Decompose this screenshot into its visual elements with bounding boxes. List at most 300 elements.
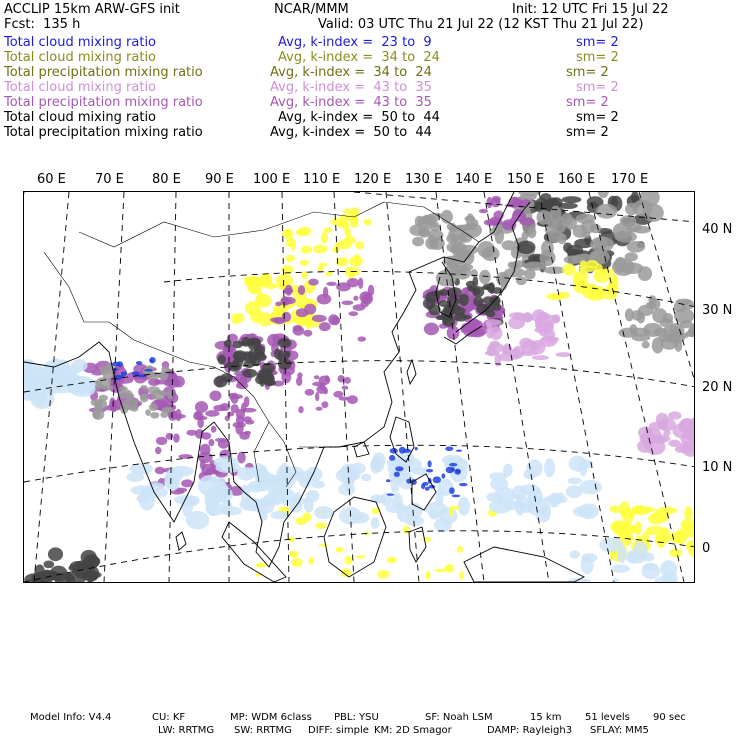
cloud-field-cell [438, 289, 449, 296]
cloud-field-cell [349, 256, 363, 266]
cloud-field-cell [575, 271, 589, 282]
cloud-field-cell [486, 325, 494, 338]
cloud-field-cell [326, 282, 337, 286]
footer-item: SW: RRTMG [234, 725, 292, 736]
cloud-field-cell [147, 482, 164, 491]
cloud-field-cell [129, 393, 134, 399]
cloud-field-cell [255, 563, 267, 568]
cloud-field-cell [415, 216, 424, 227]
field-avg: Avg, k-index = 34 to 24 [270, 65, 432, 80]
lon-label: 140 E [455, 172, 493, 187]
cloud-field-cell [535, 316, 543, 330]
cloud-field-cell [450, 235, 467, 244]
cloud-field-cell [485, 319, 502, 326]
cloud-field-cell [252, 277, 264, 284]
cloud-field-cell [341, 568, 351, 577]
field-name: Total cloud mixing ratio [4, 35, 157, 50]
cloud-field-cell [234, 356, 243, 367]
cloud-field-cell [495, 228, 504, 245]
cloud-field-cell [403, 449, 411, 453]
cloud-field-cell [562, 263, 575, 275]
field-avg: Avg, k-index = 43 to 35 [270, 80, 432, 95]
cloud-field-cell [224, 340, 232, 348]
cloud-field-cell [446, 467, 454, 473]
field-name: Total cloud mixing ratio [4, 50, 157, 65]
cloud-field-cell [94, 403, 102, 413]
cloud-field-cell [236, 382, 248, 389]
field-avg: Avg, k-index = 34 to 24 [278, 50, 440, 65]
cloud-field-cell [349, 470, 361, 480]
cloud-field-cell [643, 553, 655, 562]
cloud-field-cell [313, 245, 328, 254]
cloud-field-cell [422, 537, 431, 542]
lon-label: 70 E [95, 172, 124, 187]
field-name: Total cloud mixing ratio [4, 80, 157, 95]
model-title: ACCLIP 15km ARW-GFS init [4, 2, 180, 17]
cloud-field-cell [36, 372, 50, 392]
lon-label: 100 E [253, 172, 291, 187]
cloud-field-cell [330, 218, 343, 225]
cloud-field-cell [335, 547, 343, 553]
cloud-field-cell [477, 241, 495, 258]
cloud-field-cell [492, 196, 501, 202]
cloud-field-cell [517, 241, 536, 254]
cloud-field-cell [353, 304, 366, 311]
cloud-field-cell [243, 360, 254, 368]
cloud-field-cell [358, 336, 367, 341]
cloud-field-cell [669, 531, 687, 543]
footer-item: SFLAY: MM5 [590, 725, 649, 736]
cloud-field-cell [372, 508, 380, 514]
cloud-field-cell [175, 409, 181, 421]
cloud-field-cell [500, 273, 508, 290]
cloud-field-cell [464, 216, 475, 221]
footer-item: 90 sec [653, 712, 686, 723]
cloud-field-cell [648, 513, 664, 524]
lat-label: 10 N [702, 460, 733, 475]
cloud-field-cell [241, 490, 251, 509]
cloud-field-cell [524, 262, 546, 271]
cloud-field-cell [283, 466, 303, 478]
cloud-field-cell [387, 493, 395, 495]
cloud-field-cell [232, 341, 243, 349]
cloud-field-cell [581, 220, 596, 234]
cloud-field-cell [316, 385, 327, 394]
cloud-field-cell [314, 375, 319, 379]
cloud-field-cell [544, 458, 555, 477]
cloud-field-cell [96, 377, 111, 388]
cloud-field-cell [318, 266, 323, 272]
lat-label: 20 N [702, 380, 733, 395]
cloud-field-cell [387, 557, 397, 564]
footer-item: 15 km [530, 712, 562, 723]
cloud-field-cell [364, 219, 372, 226]
cloud-field-cell [205, 410, 219, 417]
field-name: Total precipitation mixing ratio [4, 95, 203, 110]
cloud-field-cell [315, 392, 319, 401]
cloud-field-cell [169, 466, 194, 477]
cloud-field-cell [370, 494, 384, 503]
cloud-field-cell [594, 270, 610, 283]
cloud-field-cell [123, 398, 137, 410]
cloud-field-cell [213, 405, 226, 412]
cloud-field-cell [285, 285, 293, 296]
cloud-field-cell [141, 385, 148, 389]
cloud-field-cell [300, 260, 309, 266]
footer-item: LW: RRTMG [158, 725, 215, 736]
cloud-field-cell [377, 570, 389, 579]
lon-label: 90 E [205, 172, 234, 187]
cloud-field-cell [568, 477, 582, 484]
cloud-field-cell [149, 357, 155, 363]
cloud-field-cell [436, 316, 444, 320]
cloud-field-cell [347, 218, 358, 222]
cloud-field-cell [549, 493, 561, 508]
cloud-field-cell [359, 291, 372, 303]
cloud-field-cell [43, 561, 54, 569]
org-label: NCAR/MMM [274, 2, 349, 17]
cloud-field-cell [459, 294, 469, 306]
cloud-field-cell [512, 260, 526, 268]
field-sm: sm= 2 [566, 125, 609, 140]
cloud-field-cell [641, 563, 660, 579]
cloud-field-cell [210, 391, 222, 402]
cloud-field-cell [270, 317, 284, 323]
cloud-field-cell [312, 315, 327, 322]
cloud-field-cell [132, 371, 140, 375]
lon-label: 80 E [152, 172, 181, 187]
cloud-field-cell [73, 563, 91, 578]
cloud-field-cell [344, 377, 351, 384]
cloud-field-cell [282, 299, 292, 304]
cloud-field-cell [473, 286, 485, 297]
cloud-field-cell [581, 553, 597, 562]
cloud-field-cell [502, 240, 517, 250]
cloud-field-cell [117, 361, 123, 367]
init-time: Init: 12 UTC Fri 15 Jul 22 [512, 2, 669, 17]
cloud-field-cell [233, 422, 246, 428]
footer-item: SF: Noah LSM [425, 712, 493, 723]
cloud-field-cell [422, 482, 428, 486]
cloud-field-cell [255, 375, 265, 384]
cloud-field-cell [445, 447, 453, 452]
cloud-field-cell [248, 481, 263, 490]
cloud-field-cell [269, 475, 284, 484]
cloud-field-cell [243, 416, 252, 422]
cloud-field-cell [484, 219, 498, 226]
cloud-field-cell [395, 466, 403, 471]
cloud-field-cell [220, 373, 233, 382]
cloud-field-cell [274, 308, 284, 316]
cloud-field-cell [684, 506, 693, 521]
lon-label: 110 E [303, 172, 341, 187]
cloud-field-cell [338, 483, 355, 496]
cloud-field-cell [467, 320, 484, 332]
cloud-field-cell [596, 204, 618, 219]
field-sm: sm= 2 [576, 110, 619, 125]
cloud-field-cell [627, 241, 646, 253]
cloud-field-cell [646, 526, 665, 536]
cloud-field-cell [250, 309, 263, 323]
cloud-field-cell [255, 351, 265, 358]
cloud-field-cell [394, 472, 400, 477]
cloud-field-cell [562, 196, 582, 203]
cloud-field-cell [245, 467, 265, 477]
cloud-field-cell [552, 217, 566, 234]
lat-label: 30 N [702, 303, 733, 318]
cloud-field-cell [532, 355, 549, 360]
cloud-field-cell [295, 517, 307, 525]
cloud-field-cell [136, 495, 147, 503]
footer-item: DAMP: Rayleigh3 [487, 725, 573, 736]
cloud-field-cell [293, 325, 303, 332]
cloud-field-cell [435, 569, 446, 572]
cloud-field-cell [186, 430, 197, 436]
field-name: Total precipitation mixing ratio [4, 125, 203, 140]
footer-item: DIFF: simple [308, 725, 369, 736]
cloud-field-cell [459, 571, 464, 580]
cloud-field-cell [308, 279, 318, 286]
cloud-field-cell [219, 506, 242, 515]
cloud-field-cell [396, 451, 414, 467]
cloud-field-cell [355, 555, 366, 558]
cloud-field-cell [145, 409, 151, 416]
field-avg: Avg, k-index = 50 to 44 [278, 110, 440, 125]
footer-item: Model Info: V4.4 [30, 712, 112, 723]
cloud-field-cell [457, 546, 463, 553]
cloud-field-cell [71, 359, 87, 372]
cloud-field-cell [281, 370, 291, 383]
cloud-field-cell [315, 522, 326, 529]
cloud-field-cell [321, 401, 328, 408]
cloud-field-cell [611, 565, 630, 573]
cloud-field-cell [304, 497, 314, 513]
cloud-field-cell [186, 511, 209, 529]
cloud-field-cell [342, 301, 354, 306]
cloud-field-cell [289, 551, 299, 558]
cloud-field-cell [656, 413, 669, 427]
cloud-field-cell [308, 557, 314, 565]
cloud-field-cell [479, 270, 491, 285]
cloud-field-cell [390, 476, 399, 493]
cloud-field-cell [242, 369, 257, 378]
cloud-field-cell [632, 200, 653, 216]
cloud-field-cell [319, 376, 331, 386]
cloud-field-cell [442, 473, 446, 478]
footer-item: CU: KF [152, 712, 186, 723]
cloud-field-cell [248, 350, 255, 361]
cloud-field-cell [634, 521, 642, 535]
lon-label: 130 E [405, 172, 443, 187]
cloud-field-cell [628, 550, 638, 563]
cloud-field-cell [479, 209, 488, 213]
cloud-field-cell [271, 511, 289, 519]
footer-item: 51 levels [585, 712, 630, 723]
cloud-field-cell [471, 269, 478, 277]
footer-item: MP: WDM 6class [230, 712, 312, 723]
cloud-field-cell [331, 316, 340, 325]
field-sm: sm= 2 [576, 35, 619, 50]
cloud-field-cell [173, 433, 180, 442]
lon-label: 150 E [507, 172, 545, 187]
cloud-field-cell [198, 452, 213, 463]
cloud-field-cell [285, 351, 290, 357]
cloud-field-cell [625, 252, 638, 261]
cloud-field-cell [244, 431, 251, 435]
cloud-field-cell [274, 348, 281, 359]
lat-label: 40 N [702, 222, 733, 237]
cloud-field-cell [596, 286, 604, 297]
cloud-field-cell [451, 245, 463, 255]
cloud-field-cell [154, 380, 169, 385]
cloud-field-cell [201, 432, 211, 439]
cloud-field-cell [655, 535, 663, 545]
cloud-field-cell [491, 296, 501, 307]
cloud-field-cell [439, 300, 449, 307]
cloud-field-cell [218, 354, 226, 364]
cloud-field-cell [353, 296, 358, 301]
cloud-field-cell [296, 377, 302, 386]
cloud-field-cell [314, 506, 333, 519]
cloud-field-cell [323, 287, 328, 299]
cloud-field-cell [342, 386, 349, 390]
cloud-field-cell [155, 447, 161, 454]
cloud-field-cell [516, 276, 527, 285]
cloud-field-cell [674, 301, 686, 313]
lon-label: 120 E [354, 172, 392, 187]
cloud-field-cell [321, 232, 328, 243]
cloud-field-cell [312, 481, 325, 489]
footer-item: PBL: YSU [334, 712, 379, 723]
field-avg: Avg, k-index = 50 to 44 [270, 125, 432, 140]
cloud-field-cell [355, 241, 364, 249]
cloud-field-cell [144, 369, 152, 372]
cloud-field-cell [229, 393, 234, 400]
cloud-field-cell [296, 308, 309, 317]
field-avg: Avg, k-index = 43 to 35 [270, 95, 432, 110]
cloud-field-cell [339, 258, 347, 263]
cloud-field-cell [521, 313, 533, 322]
cloud-field-cell [638, 507, 656, 513]
lat-label: 0 [702, 541, 711, 556]
cloud-field-cell [426, 469, 433, 472]
cloud-field-cell [195, 416, 207, 420]
cloud-field-cell [433, 476, 441, 483]
cloud-field-cell [543, 315, 560, 324]
cloud-field-cell [305, 389, 315, 396]
cloud-field-cell [450, 265, 468, 275]
cloud-field-cell [424, 323, 439, 336]
forecast-map [23, 191, 695, 583]
field-name: Total precipitation mixing ratio [4, 65, 203, 80]
cloud-field-cell [211, 426, 217, 433]
cloud-field-cell [489, 282, 495, 294]
field-name: Total cloud mixing ratio [4, 110, 157, 125]
cloud-field-cell [236, 409, 245, 419]
cloud-field-cell [111, 399, 118, 410]
cloud-field-cell [195, 401, 208, 413]
cloud-field-cell [324, 227, 333, 233]
cloud-field-cell [301, 246, 313, 254]
cloud-field-cell [316, 407, 323, 411]
cloud-field-cell [630, 324, 638, 335]
cloud-field-cell [345, 556, 353, 565]
cloud-field-cell [304, 330, 313, 337]
cloud-field-cell [428, 230, 444, 241]
lon-label: 160 E [558, 172, 596, 187]
cloud-field-cell [428, 460, 432, 467]
cloud-field-cell [454, 469, 461, 475]
cloud-field-cell [514, 497, 535, 513]
cloud-field-cell [149, 403, 158, 411]
cloud-field-cell [444, 564, 454, 573]
cloud-field-cell [459, 483, 468, 486]
cloud-field-cell [140, 393, 149, 402]
cloud-field-cell [204, 489, 215, 510]
cloud-field-cell [268, 488, 288, 500]
cloud-field-cell [218, 481, 227, 496]
cloud-field-cell [99, 395, 108, 401]
cloud-field-cell [638, 266, 652, 281]
cloud-field-cell [156, 437, 167, 445]
cloud-field-cell [642, 341, 650, 349]
cloud-field-cell [648, 295, 656, 303]
cloud-field-cell [590, 237, 614, 253]
cloud-field-cell [298, 227, 311, 236]
forecast-hour: Fcst: 135 h [4, 17, 81, 32]
cloud-field-cell [449, 463, 457, 467]
cloud-field-cell [151, 390, 165, 400]
cloud-field-cell [319, 322, 331, 331]
field-sm: sm= 2 [566, 95, 609, 110]
cloud-field-cell [556, 352, 572, 357]
cloud-field-cell [412, 237, 424, 247]
cloud-field-cell [541, 240, 554, 256]
cloud-field-cell [489, 343, 504, 353]
cloud-field-cell [136, 361, 142, 365]
cloud-field-cell [371, 517, 380, 528]
cloud-field-cell [208, 439, 214, 446]
cloud-field-cell [489, 472, 507, 481]
cloud-field-cell [579, 480, 602, 495]
cloud-field-cell [536, 509, 551, 522]
map-canvas [24, 192, 694, 582]
cloud-field-cell [426, 571, 431, 580]
cloud-field-cell [486, 492, 503, 502]
cloud-field-cell [456, 450, 462, 452]
cloud-field-cell [389, 455, 395, 461]
cloud-field-cell [348, 311, 358, 316]
cloud-field-cell [48, 547, 63, 561]
cloud-field-cell [632, 334, 651, 341]
cloud-field-cell [215, 463, 241, 473]
cloud-field-cell [339, 397, 350, 401]
cloud-field-cell [449, 508, 453, 516]
cloud-field-cell [621, 509, 636, 518]
footer-item: KM: 2D Smagor [374, 725, 452, 736]
cloud-field-cell [386, 479, 391, 482]
cloud-field-cell [305, 467, 322, 482]
cloud-field-cell [661, 336, 678, 350]
cloud-field-cell [458, 497, 470, 516]
cloud-field-cell [632, 310, 644, 321]
cloud-field-cell [150, 412, 159, 419]
cloud-field-cell [449, 487, 455, 494]
field-sm: sm= 2 [576, 50, 619, 65]
cloud-field-cell [579, 503, 599, 519]
lon-label: 170 E [611, 172, 649, 187]
cloud-field-cell [286, 243, 295, 247]
